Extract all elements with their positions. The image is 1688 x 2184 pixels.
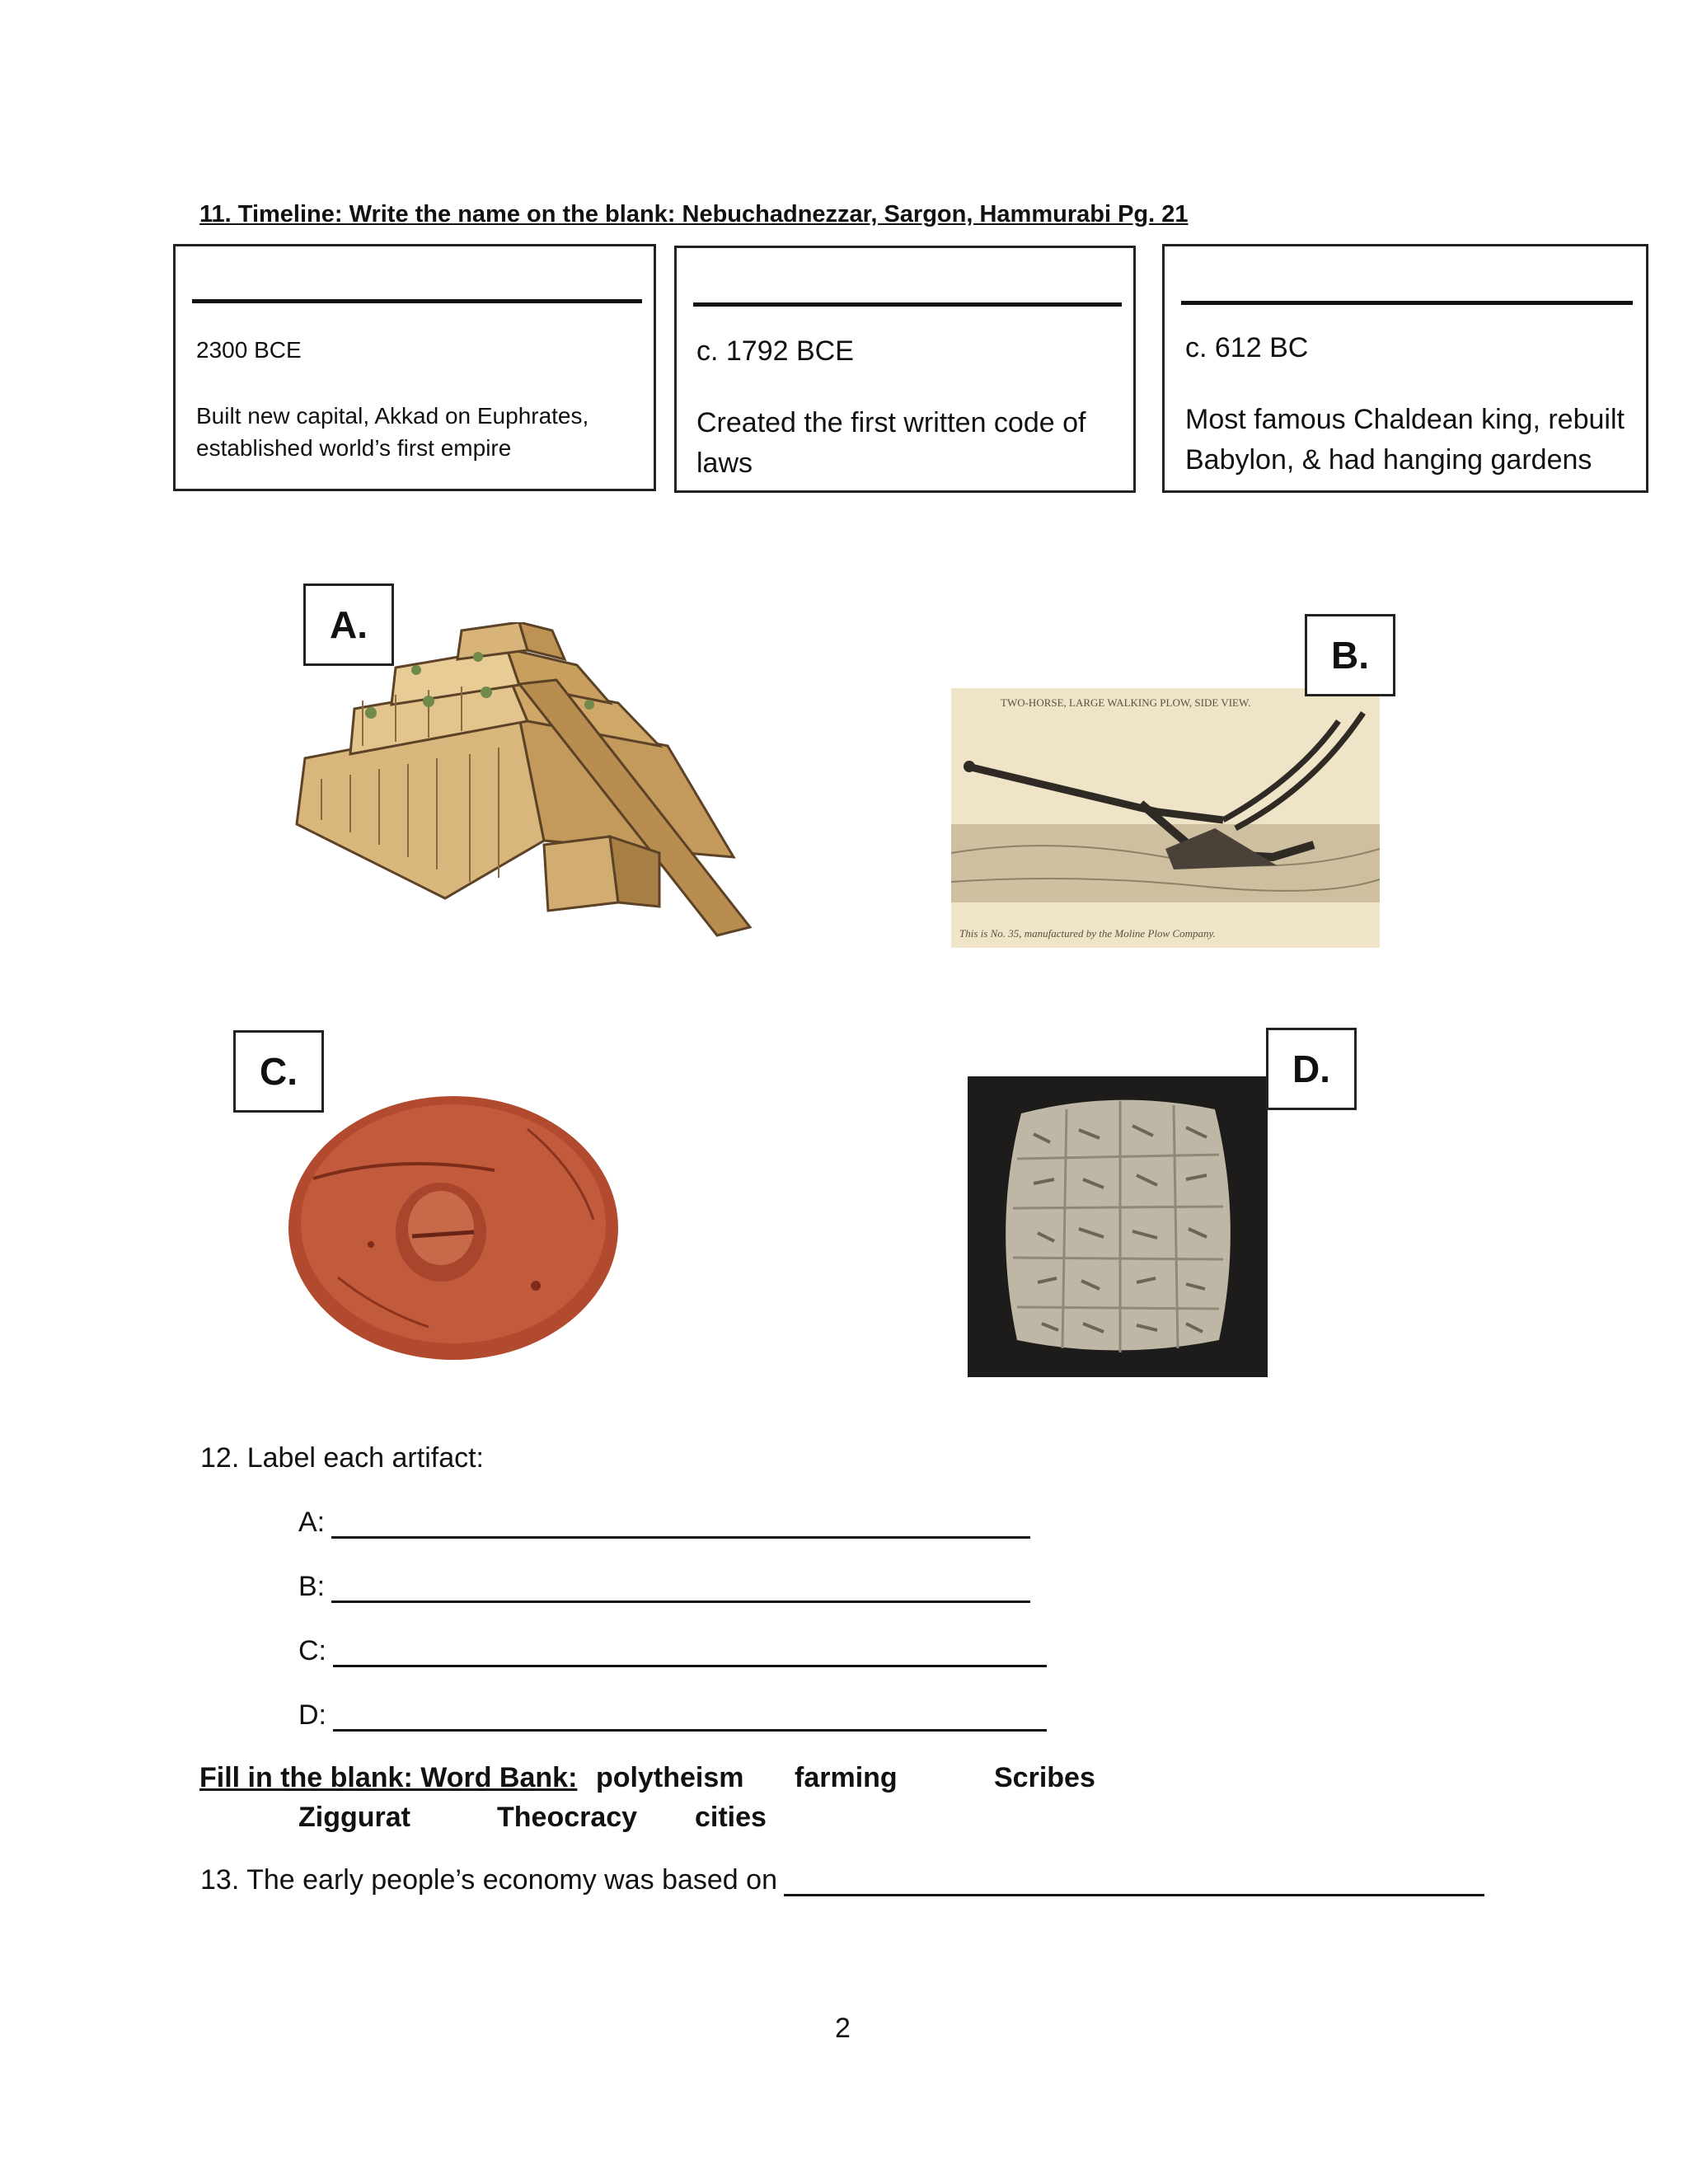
word-bank-word: Scribes	[994, 1762, 1095, 1793]
question-text: 13. The early people’s economy was based on	[200, 1864, 777, 1896]
plow-caption-top: TWO-HORSE, LARGE WALKING PLOW, SIDE VIEW.	[1001, 696, 1251, 709]
word-bank-word: cities	[695, 1802, 767, 1833]
picture-label-b: B.	[1305, 614, 1395, 696]
artifact-answer-c	[298, 1635, 1047, 1667]
timeline-date: 2300 BCE	[196, 337, 302, 363]
timeline-box-nebuchadnezzar	[1162, 244, 1648, 493]
timeline-box-hammurabi	[674, 246, 1136, 493]
artifact-answer-b	[298, 1571, 1030, 1603]
answer-blank-line[interactable]	[331, 1511, 1030, 1539]
answer-label: A:	[298, 1507, 326, 1538]
word-bank-word: Theocracy	[497, 1802, 638, 1833]
answer-label: C:	[298, 1635, 326, 1666]
plow-caption-bottom: This is No. 35, manufactured by the Moline Plow Company.	[959, 927, 1216, 940]
word-bank-word: Ziggurat	[298, 1802, 410, 1833]
picture-label-d: D.	[1266, 1028, 1357, 1110]
answer-label: B:	[298, 1571, 326, 1602]
plow-image	[951, 688, 1380, 948]
picture-label-a: A.	[303, 583, 394, 666]
answer-blank-line[interactable]	[333, 1704, 1047, 1732]
answer-blank-line[interactable]	[693, 302, 1122, 307]
answer-blank-line[interactable]	[192, 299, 642, 303]
answer-blank-line[interactable]	[1181, 301, 1633, 305]
timeline-description-line: Built new capital, Akkad on Euphrates,	[196, 403, 589, 429]
timeline-description	[1185, 400, 1647, 481]
label-artifact-question: 12. Label each artifact:	[200, 1442, 485, 1474]
wheel-image	[280, 1080, 626, 1368]
timeline-description-line: established world’s first empire	[196, 435, 512, 462]
timeline-date: c. 1792 BCE	[696, 335, 854, 367]
timeline-question-title: 11. Timeline: Write the name on the blank: Nebuchadnezzar, Sargon, Hammurabi Pg. 21	[199, 201, 1189, 227]
answer-blank-line[interactable]	[331, 1576, 1030, 1603]
artifact-answer-d	[298, 1699, 1047, 1732]
word-bank-word: farming	[795, 1762, 898, 1793]
timeline-description-line: Most famous Chaldean king, rebuilt	[1185, 404, 1625, 435]
timeline-description	[696, 403, 1133, 485]
timeline-description-line: Created the first written code of	[696, 407, 1086, 438]
answer-blank-line[interactable]	[784, 1869, 1484, 1896]
timeline-box-sargon	[173, 244, 656, 491]
timeline-description-line: laws	[696, 448, 753, 480]
timeline-description-line: Babylon, & had hanging gardens	[1185, 444, 1592, 476]
ziggurat-image	[272, 622, 758, 948]
artifact-answer-a	[298, 1507, 1030, 1539]
page-number: 2	[835, 2013, 851, 2044]
economy-question	[200, 1864, 1484, 1896]
picture-label-c: C.	[233, 1030, 324, 1113]
word-bank-word: polytheism	[596, 1762, 744, 1793]
answer-label: D:	[298, 1699, 326, 1731]
cuneiform-tablet-image	[968, 1076, 1268, 1377]
timeline-description	[196, 400, 649, 464]
word-bank-title: Fill in the blank: Word Bank:	[199, 1762, 578, 1793]
answer-blank-line[interactable]	[333, 1640, 1047, 1667]
timeline-date: c. 612 BC	[1185, 332, 1309, 363]
